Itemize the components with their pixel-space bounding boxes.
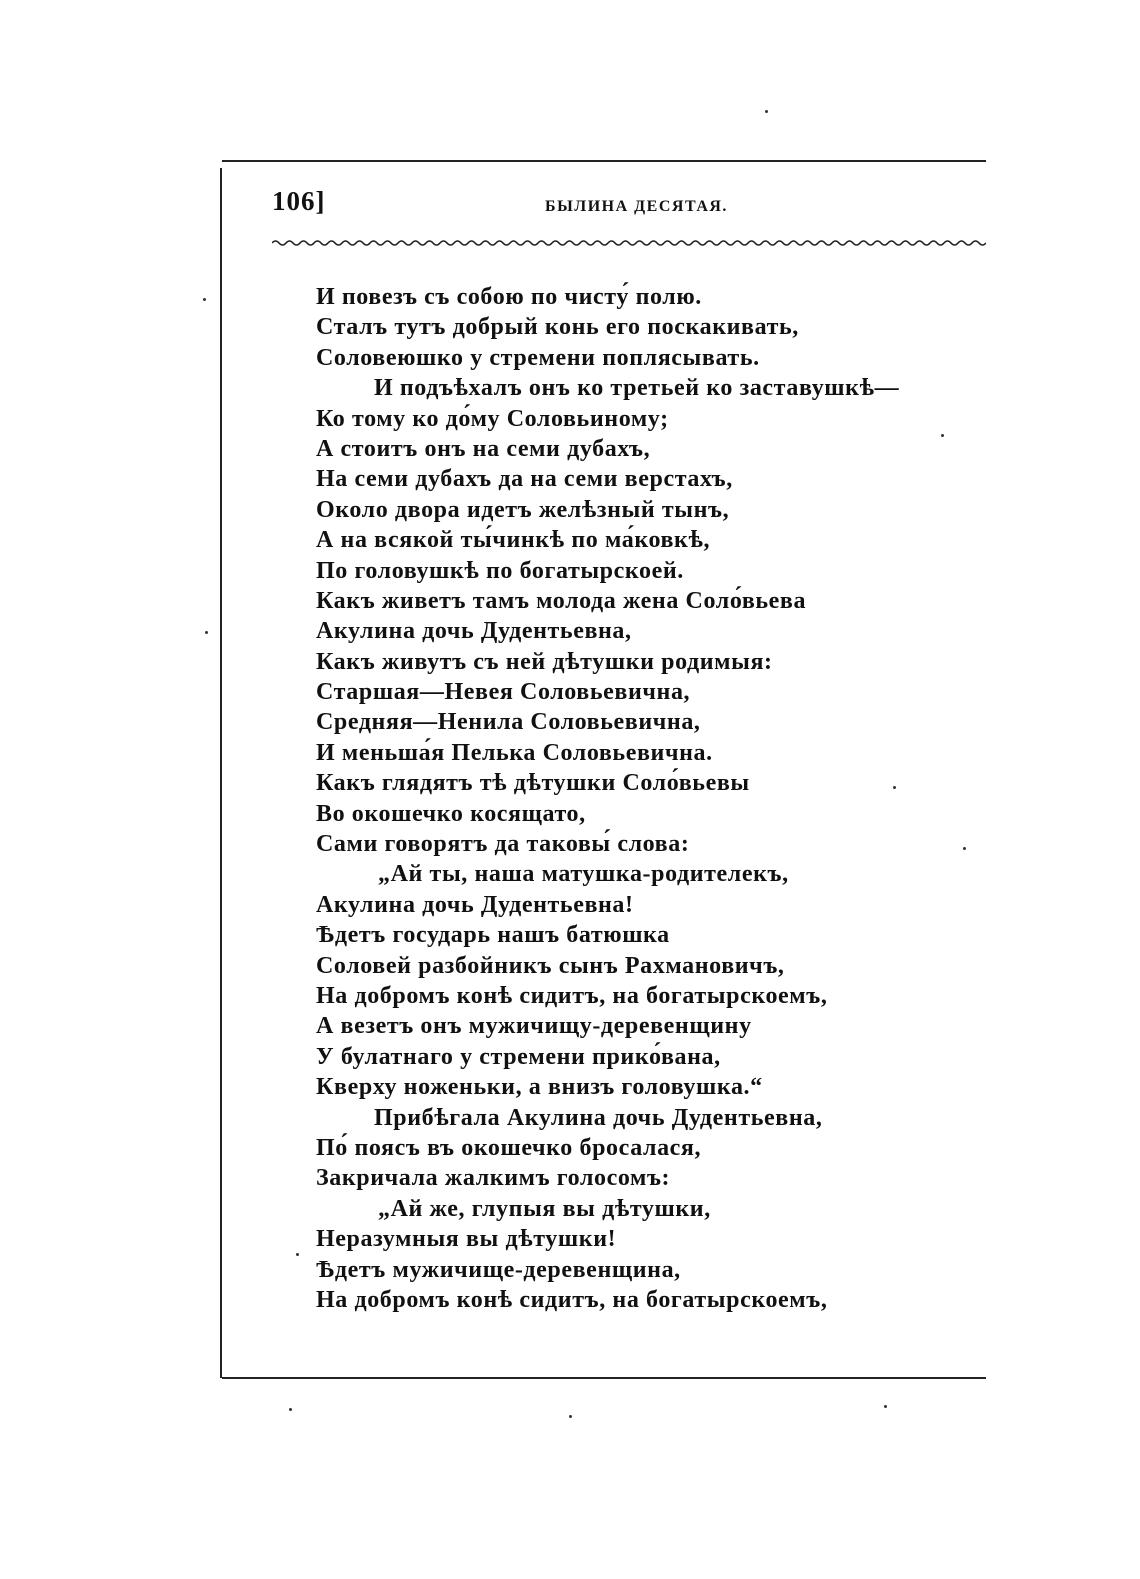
print-speck (296, 1253, 299, 1256)
verse-line: Какъ живутъ съ ней дѣтушки родимыя: (316, 648, 773, 675)
verse-line: А на всякой ты́чинкѣ по ма́ковкѣ, (316, 527, 711, 554)
verse-line: Во окошечко косящато, (316, 800, 586, 827)
print-speck (893, 786, 896, 789)
verse-line: Неразумныя вы дѣтушки! (316, 1226, 617, 1253)
verse-line: И повезъ съ собою по чисту́ полю. (316, 284, 702, 310)
verse-line: Ѣдетъ государь нашъ батюшка (316, 922, 670, 949)
verse-line: Соловей разбойникъ сынъ Рахмановичъ, (316, 952, 785, 979)
left-border-rule (220, 168, 222, 1378)
verse-line: И подъѣхалъ онъ ко третьей ко заставушкѣ— (374, 375, 900, 402)
verse-line: Ко тому ко до́му Соловьиному; (316, 405, 669, 432)
verse-line: Какъ глядятъ тѣ дѣтушки Соло́вьевы (316, 770, 750, 797)
verse-line: По головушкѣ по богатырскоей. (316, 557, 684, 584)
verse-line: Соловеюшко у стремени поплясывать. (316, 344, 760, 371)
verse-line: Старшая—Невея Соловьевична, (316, 679, 691, 706)
bottom-border-rule (222, 1377, 986, 1379)
verse-line: „Ай же, глупыя вы дѣтушки, (378, 1195, 711, 1222)
verse-line: Какъ живетъ тамъ молода жена Соло́вьева (316, 587, 807, 614)
verse-line: Ѣдетъ мужичище-деревенщина, (316, 1256, 681, 1283)
verse-line: Акулина дочь Дудентьевна! (316, 891, 634, 918)
verse-line: И меньша́я Пелька Соловьевична. (316, 739, 713, 766)
verse-line: На семи дубахъ да на семи верстахъ, (316, 466, 733, 493)
verse-line: Сами говорятъ да таковы́ слова: (316, 831, 690, 858)
running-title: БЫЛИНА ДЕСЯТАЯ. (545, 198, 728, 215)
verse-line: По́ поясъ въ окошечко бросалася, (316, 1134, 702, 1161)
top-border-rule (222, 160, 986, 162)
verse-line: На добромъ конѣ сидитъ, на богатырскоемъ, (316, 982, 828, 1009)
verse-line: Около двора идетъ желѣзный тынъ, (316, 496, 730, 523)
print-speck (569, 1415, 572, 1418)
print-speck (205, 631, 208, 634)
verse-line: Средняя—Ненила Соловьевична, (316, 709, 701, 736)
verse-line: А стоитъ онъ на семи дубахъ, (316, 435, 651, 462)
print-speck (765, 110, 768, 113)
verse-line: Кверху ноженьки, а внизъ головушка.“ (316, 1074, 763, 1101)
wavy-rule (272, 238, 986, 248)
verse-line: „Ай ты, наша матушка-родителекъ, (378, 861, 789, 888)
print-speck (884, 1405, 887, 1408)
verse-line: А везетъ онъ мужичищу-деревенщину (316, 1013, 752, 1040)
print-speck (963, 847, 966, 850)
verse-line: Прибѣгала Акулина дочь Дудентьевна, (374, 1104, 823, 1131)
print-speck (289, 1408, 292, 1411)
print-speck (203, 298, 206, 301)
verse-line: У булатнаго у стремени прико́вана, (316, 1043, 721, 1070)
verse-line: Акулина дочь Дудентьевна, (316, 618, 632, 645)
print-speck (941, 434, 944, 437)
page-number: 106] (272, 186, 326, 216)
verse-line: На добромъ конѣ сидитъ, на богатырскоемъ, (316, 1286, 828, 1313)
verse-line: Закричала жалкимъ голосомъ: (316, 1165, 671, 1192)
verse-line: Сталъ тутъ добрый конь его поскакивать, (316, 314, 799, 341)
verse-text (316, 282, 976, 1315)
